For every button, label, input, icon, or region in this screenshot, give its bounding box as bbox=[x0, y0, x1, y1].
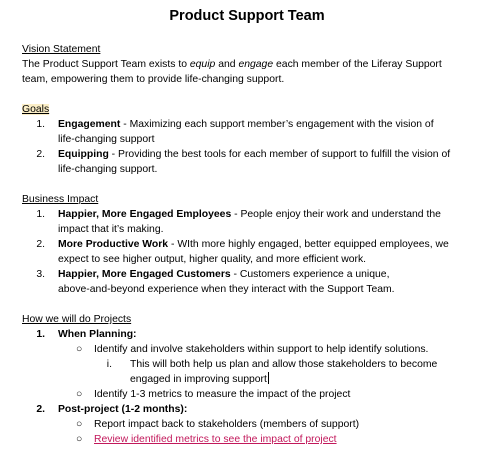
impact-item-employees bbox=[58, 207, 441, 222]
hollow-bullet-icon: ○ bbox=[76, 389, 83, 400]
goal-item-equipping bbox=[58, 147, 450, 162]
goal-description: - Maximizing each support member’s engagement with the vision of bbox=[120, 119, 434, 130]
project-step-post-project: Post-project (1-2 months): bbox=[58, 404, 188, 415]
vision-text-line2: team, empowering them to provide life-changing support. bbox=[22, 74, 285, 85]
post-bullet-report-impact: Report impact back to stakeholders (members of support) bbox=[94, 419, 360, 430]
project-step-number: 1. bbox=[36, 329, 45, 340]
impact-item-customers bbox=[58, 267, 389, 282]
planning-subitem-line1: This will both help us plan and allow those stakeholders to become bbox=[130, 359, 438, 370]
impact-description: - WIth more highly engaged, better equipped employees, we bbox=[168, 239, 449, 250]
projects-heading: How we will do Projects bbox=[22, 314, 132, 325]
vision-text-part: each member of the Liferay Support bbox=[273, 59, 442, 70]
planning-bullet-identify-metrics: Identify 1-3 metrics to measure the impact of the project bbox=[94, 389, 351, 400]
goal-item-engagement bbox=[58, 117, 434, 132]
planning-bullet-identify-stakeholders: Identify and involve stakeholders within support to help identify solutions. bbox=[94, 344, 429, 355]
impact-description: - People enjoy their work and understand the bbox=[231, 209, 441, 220]
hollow-bullet-icon: ○ bbox=[76, 344, 83, 355]
planning-subitem-line2[interactable] bbox=[130, 372, 269, 387]
vision-heading: Vision Statement bbox=[22, 44, 101, 55]
goal-description: - Providing the best tools for each member of support to fulfill the vision of bbox=[108, 149, 451, 160]
impact-item-employees-line2: impact that it’s making. bbox=[58, 224, 164, 235]
document-title: Product Support Team bbox=[169, 8, 325, 24]
impact-item-productive-line2: expect to see higher output, higher quality, and more efficient work. bbox=[58, 254, 367, 265]
roman-numeral: i. bbox=[106, 359, 112, 370]
impact-number: 2. bbox=[36, 239, 45, 250]
goal-title: Engagement bbox=[58, 119, 121, 130]
planning-subitem-text: engaged in improving support bbox=[130, 374, 267, 385]
hollow-bullet-icon: ○ bbox=[76, 434, 83, 445]
goals-heading-label: Goals bbox=[22, 104, 50, 115]
impact-title: Happier, More Engaged Employees bbox=[58, 209, 232, 220]
impact-item-customers-line2: above-and-beyond experience when they interact with the Support Team. bbox=[58, 284, 395, 295]
goal-title: Equipping bbox=[58, 149, 109, 160]
goal-number: 2. bbox=[36, 149, 45, 160]
review-metrics-link[interactable]: Review identified metrics to see the impact of project bbox=[94, 434, 337, 445]
impact-item-productive bbox=[58, 237, 449, 252]
impact-title: More Productive Work bbox=[58, 239, 169, 250]
impact-description: - Customers experience a unique, bbox=[230, 269, 390, 280]
hollow-bullet-icon: ○ bbox=[76, 419, 83, 430]
goal-number: 1. bbox=[36, 119, 45, 130]
goals-heading bbox=[22, 102, 49, 117]
text-cursor bbox=[268, 372, 269, 384]
goal-item-equipping-line2: life-changing support. bbox=[58, 164, 158, 175]
goal-item-engagement-line2: life-changing support bbox=[58, 134, 155, 145]
vision-emphasis-equip: equip bbox=[189, 59, 216, 70]
vision-text-line1 bbox=[22, 57, 442, 72]
impact-title: Happier, More Engaged Customers bbox=[58, 269, 231, 280]
vision-text-part: and bbox=[215, 59, 239, 70]
project-step-number: 2. bbox=[36, 404, 45, 415]
vision-text-part: The Product Support Team exists to bbox=[22, 59, 190, 70]
impact-number: 1. bbox=[36, 209, 45, 220]
impact-heading: Business Impact bbox=[22, 194, 99, 205]
vision-emphasis-engage: engage bbox=[238, 59, 274, 70]
project-step-planning: When Planning: bbox=[58, 329, 137, 340]
impact-number: 3. bbox=[36, 269, 45, 280]
